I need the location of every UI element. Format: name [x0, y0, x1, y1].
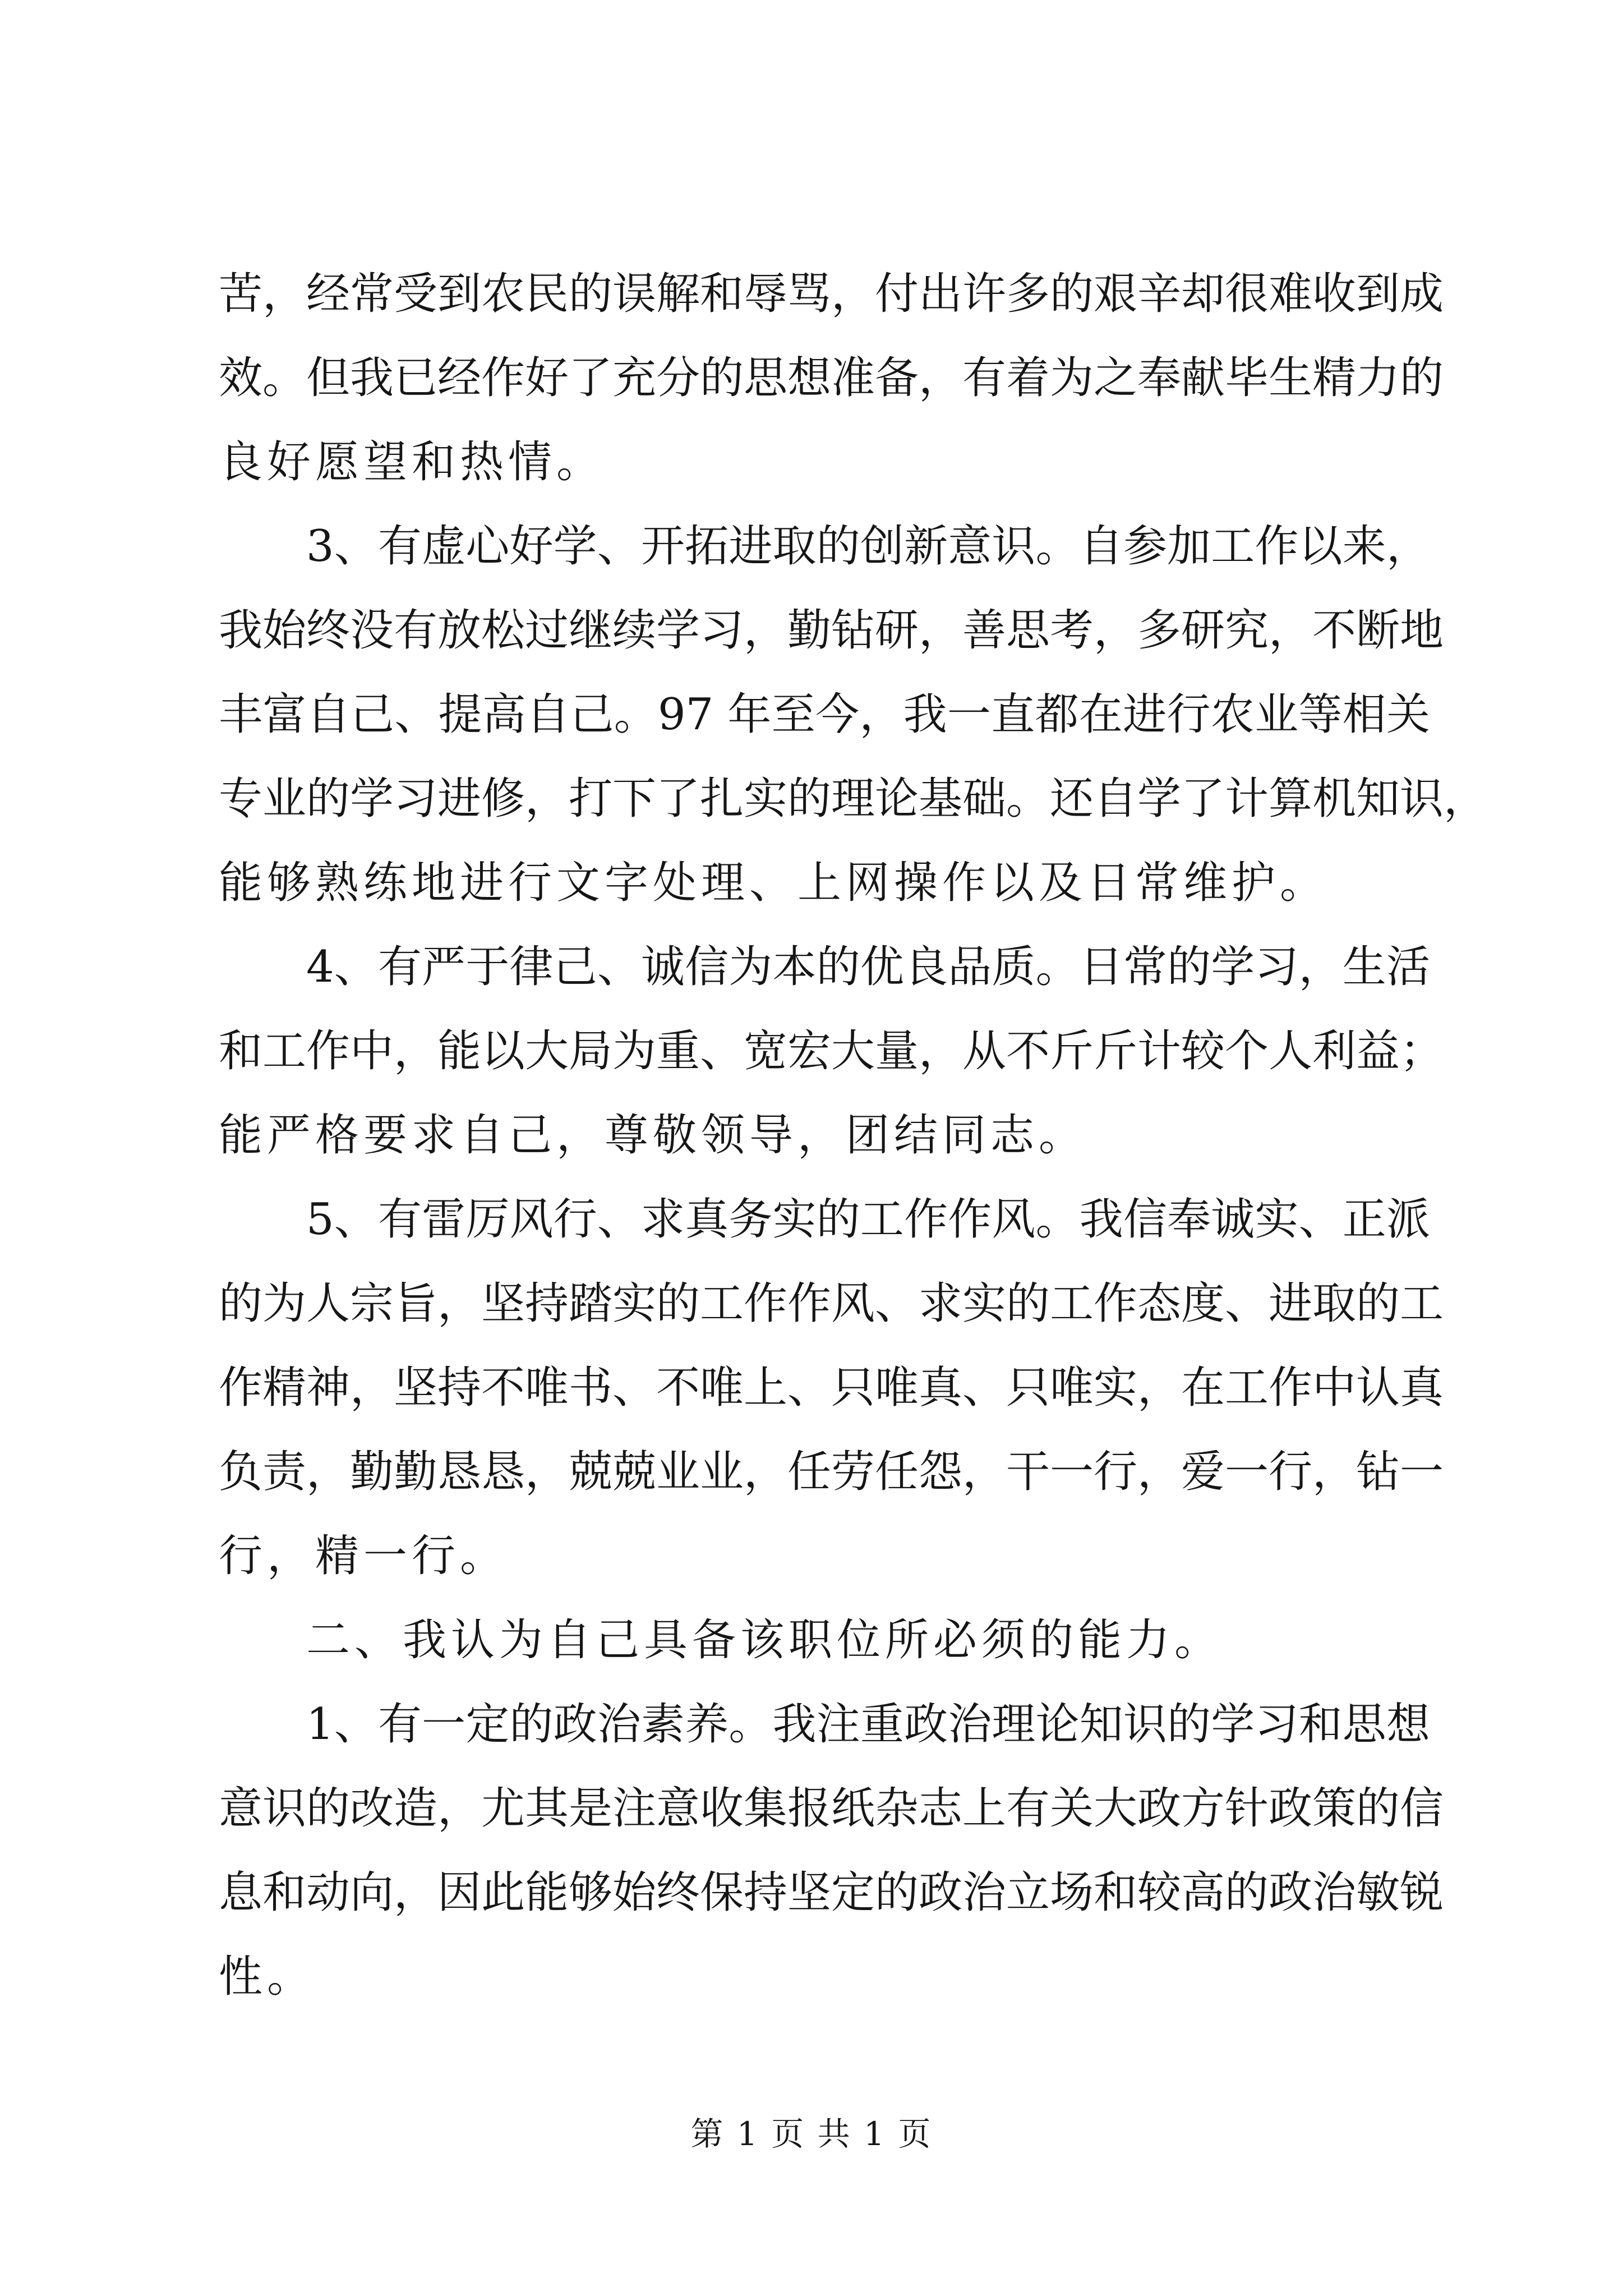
text-line: 和工作中，能以大局为重、宽宏大量，从不斤斤计较个人利益； — [219, 1026, 1444, 1076]
text-line: 作精神，坚持不唯书、不唯上、只唯真、只唯实，在工作中认真 — [219, 1363, 1444, 1413]
section-heading: 二、我认为自己具备该职位所必须的能力。 — [306, 1615, 1223, 1665]
document-body — [219, 269, 1488, 2036]
text-line: 意识的改造，尤其是注意收集报纸杂志上有关大政方针政策的信 — [219, 1783, 1444, 1834]
text-line: 效。但我已经作好了充分的思想准备，有着为之奉献毕生精力的 — [219, 353, 1444, 403]
text-line: 能够熟练地进行文字处理、上网操作以及日常维护。 — [219, 858, 1329, 908]
text-line: 良好愿望和热情。 — [219, 437, 605, 487]
text-line: 性。 — [219, 1952, 316, 2002]
page-number-footer: 第 1 页 共 1 页 — [690, 2115, 933, 2153]
text-line: 我始终没有放松过继续学习，勤钻研，善思考，多研究，不断地 — [219, 605, 1444, 656]
text-line: 4、有严于律己、诚信为本的优良品质。日常的学习，生活 — [306, 942, 1430, 992]
text-line: 行，精一行。 — [219, 1531, 509, 1581]
text-line: 能严格要求自己，尊敬领导，团结同志。 — [219, 1110, 1087, 1161]
text-line: 5、有雷厉风行、求真务实的工作作风。我信奉诚实、正派 — [306, 1194, 1430, 1245]
text-line: 专业的学习进修，打下了扎实的理论基础。还自学了计算机知识， — [219, 774, 1488, 824]
text-line: 的为人宗旨，坚持踏实的工作作风、求实的工作态度、进取的工 — [219, 1278, 1444, 1329]
text-line: 1、有一定的政治素养。我注重政治理论知识的学习和思想 — [306, 1699, 1430, 1750]
text-line: 3、有虚心好学、开拓进取的创新意识。自参加工作以来， — [306, 521, 1430, 572]
text-line: 丰富自己、提高自己。97 年至今，我一直都在进行农业等相关 — [219, 689, 1430, 740]
text-line: 苦，经常受到农民的误解和辱骂，付出许多的艰辛却很难收到成 — [219, 269, 1444, 319]
text-line: 息和动向，因此能够始终保持坚定的政治立场和较高的政治敏锐 — [219, 1867, 1444, 1918]
text-line: 负责，勤勤恳恳，兢兢业业，任劳任怨，干一行，爱一行，钻一 — [219, 1447, 1444, 1497]
